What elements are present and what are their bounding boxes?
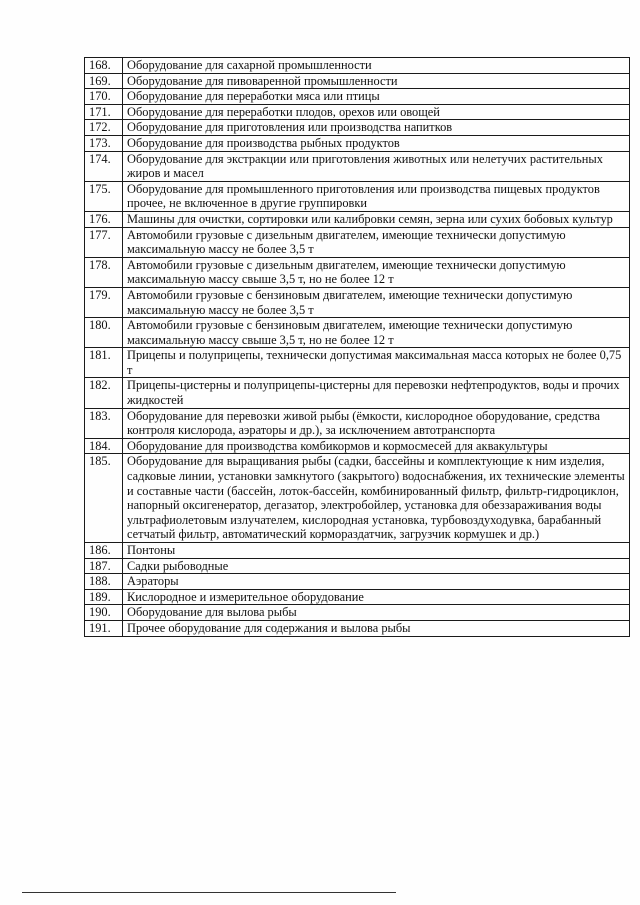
row-description: Прочее оборудование для содержания и вылова рыбы — [123, 620, 630, 636]
row-description: Оборудование для производства рыбных продуктов — [123, 135, 630, 151]
row-description: Оборудование для пивоваренной промышленности — [123, 73, 630, 89]
table-row — [85, 408, 630, 438]
row-description: Оборудование для перевозки живой рыбы (ёмкости, кислородное оборудование, средства контроля кислорода, аэраторы и др.), за исключением автотранспорта — [123, 408, 630, 438]
row-number: 169. — [85, 73, 123, 89]
row-description: Садки рыбоводные — [123, 558, 630, 574]
table-row — [85, 438, 630, 454]
table-row — [85, 574, 630, 590]
table-body — [85, 58, 630, 637]
row-number: 186. — [85, 543, 123, 559]
row-description: Аэраторы — [123, 574, 630, 590]
row-description: Оборудование для промышленного приготовления или производства пищевых продуктов прочее, не включенное в другие группировки — [123, 181, 630, 211]
table-row — [85, 378, 630, 408]
table-row — [85, 104, 630, 120]
row-number: 189. — [85, 589, 123, 605]
row-number: 180. — [85, 318, 123, 348]
row-description: Прицепы и полуприцепы, технически допустимая максимальная масса которых не более 0,75 т — [123, 348, 630, 378]
table-row — [85, 287, 630, 317]
table-row — [85, 135, 630, 151]
row-number: 175. — [85, 181, 123, 211]
row-description: Оборудование для вылова рыбы — [123, 605, 630, 621]
table-row — [85, 454, 630, 543]
row-number: 170. — [85, 89, 123, 105]
row-description: Оборудование для производства комбикормов и кормосмесей для аквакультуры — [123, 438, 630, 454]
row-number: 182. — [85, 378, 123, 408]
row-number: 171. — [85, 104, 123, 120]
row-number: 184. — [85, 438, 123, 454]
row-description: Автомобили грузовые с бензиновым двигателем, имеющие технически допустимую максимальную массу не более 3,5 т — [123, 287, 630, 317]
table-row — [85, 318, 630, 348]
row-description: Понтоны — [123, 543, 630, 559]
row-number: 181. — [85, 348, 123, 378]
table-row — [85, 227, 630, 257]
row-description: Оборудование для переработки мяса или птицы — [123, 89, 630, 105]
row-description: Автомобили грузовые с бензиновым двигателем, имеющие технически допустимую максимальную массу свыше 3,5 т, но не более 12 т — [123, 318, 630, 348]
table-row — [85, 257, 630, 287]
table-row — [85, 211, 630, 227]
table-row — [85, 348, 630, 378]
row-description: Оборудование для выращивания рыбы (садки, бассейны и комплектующие к ним изделия, садковые линии, установки замкнутого (закрытого) водоснабжения, их технические элементы и составные части (бассейн, лоток-бассейн, комбинированный фильтр, фильтр-гидроциклон, напорный оксигенератор, дегазатор, электробойлер, установка для обеззараживания воды ультрафиолетовым излучателем, кислородная установка, турбовоздуходувка, барабанный сетчатый фильтр, автоматический кормораздатчик, загрузчик кормушек и др.) — [123, 454, 630, 543]
table-row — [85, 89, 630, 105]
table-row — [85, 58, 630, 74]
table-row — [85, 120, 630, 136]
row-description: Оборудование для переработки плодов, орехов или овощей — [123, 104, 630, 120]
row-number: 177. — [85, 227, 123, 257]
row-number: 190. — [85, 605, 123, 621]
row-number: 172. — [85, 120, 123, 136]
table-row — [85, 605, 630, 621]
row-number: 173. — [85, 135, 123, 151]
table-row — [85, 543, 630, 559]
table-row — [85, 558, 630, 574]
row-description: Прицепы-цистерны и полуприцепы-цистерны для перевозки нефтепродуктов, воды и прочих жидкостей — [123, 378, 630, 408]
row-number: 174. — [85, 151, 123, 181]
row-number: 179. — [85, 287, 123, 317]
equipment-list-table — [84, 57, 630, 637]
row-number: 168. — [85, 58, 123, 74]
row-description: Оборудование для сахарной промышленности — [123, 58, 630, 74]
row-number: 178. — [85, 257, 123, 287]
row-number: 191. — [85, 620, 123, 636]
row-description: Автомобили грузовые с дизельным двигателем, имеющие технически допустимую максимальную массу свыше 3,5 т, но не более 12 т — [123, 257, 630, 287]
table-row — [85, 151, 630, 181]
row-description: Машины для очистки, сортировки или калибровки семян, зерна или сухих бобовых культур — [123, 211, 630, 227]
table-row — [85, 589, 630, 605]
row-description: Оборудование для экстракции или приготовления животных или нелетучих растительных жиров и масел — [123, 151, 630, 181]
table-row — [85, 73, 630, 89]
table-row — [85, 181, 630, 211]
row-description: Автомобили грузовые с дизельным двигателем, имеющие технически допустимую максимальную массу не более 3,5 т — [123, 227, 630, 257]
row-number: 185. — [85, 454, 123, 543]
row-description: Оборудование для приготовления или производства напитков — [123, 120, 630, 136]
row-number: 183. — [85, 408, 123, 438]
row-number: 188. — [85, 574, 123, 590]
table-row — [85, 620, 630, 636]
footer-divider — [22, 892, 396, 893]
row-description: Кислородное и измерительное оборудование — [123, 589, 630, 605]
row-number: 176. — [85, 211, 123, 227]
row-number: 187. — [85, 558, 123, 574]
